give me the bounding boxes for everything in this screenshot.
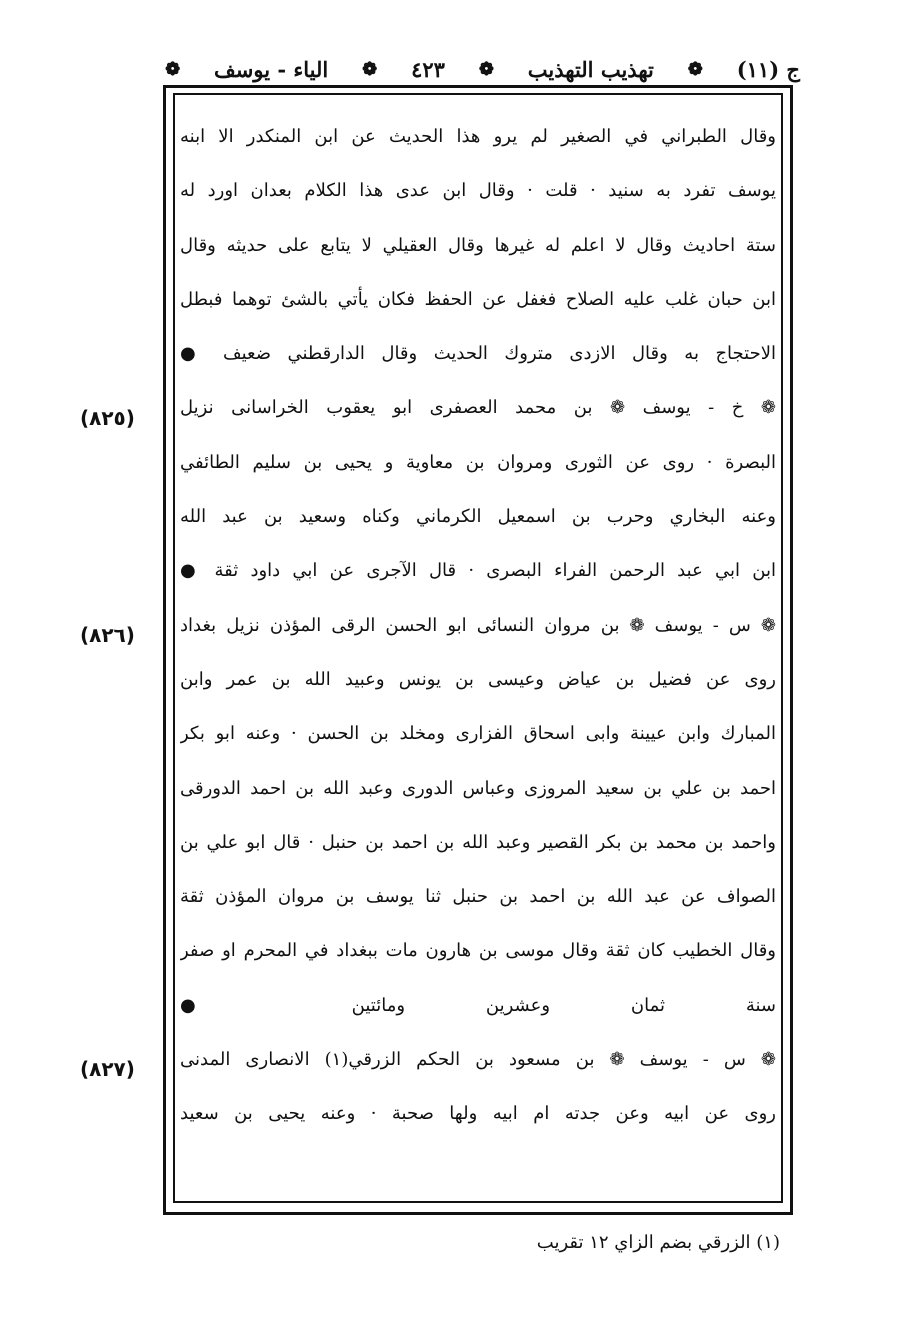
book-title: تهذيب التهذيب: [527, 56, 654, 82]
text-line: روى عن ابيه وعن جدته ام ابيه ولها صحبة · وعنه يحيى بن سعيد: [180, 1103, 776, 1125]
text-line: ❁ س - يوسف ❁ بن مسعود بن الحكم الزرقي(١) الانصارى المدنى: [180, 1049, 776, 1071]
text-line: المبارك وابن عيينة وابى اسحاق الفزارى ومخلد بن الحسن · وعنه ابو بكر: [180, 723, 776, 745]
text-line: ستة احاديث وقال لا اعلم له غيرها وقال العقيلي لا يتابع على حديثه وقال: [180, 234, 776, 256]
text-line: وقال الطبراني في الصغير لم يرو هذا الحديث عن ابن المنكدر الا ابنه: [180, 126, 776, 147]
entry-number: (٨٢٧): [80, 1057, 135, 1081]
entry-number: (٨٢٥): [80, 406, 135, 430]
ornament-icon: ❁: [362, 58, 378, 80]
text-line: البصرة · روى عن الثورى ومروان بن معاوية و يحيى بن سليم الطائفي: [180, 451, 776, 473]
footnote: (١) الزرقي بضم الزاي ١٢ تقريب: [536, 1232, 780, 1253]
text-line: الاحتجاج به وقال الازدى متروك الحديث وقال الدارقطني ضعيف ●: [180, 343, 776, 365]
text-line: ابن ابي عبد الرحمن الفراء البصرى · قال الآجرى عن ابي داود ثقة ●: [180, 560, 776, 582]
text-line: يوسف تفرد به سنيد · قلت · وقال ابن عدى هذا الكلام بعدان اورد له: [180, 180, 776, 202]
ornament-icon: ❁: [687, 58, 703, 80]
text-line: ❁ خ - يوسف ❁ بن محمد العصفرى ابو يعقوب الخراسانى نزيل: [180, 397, 776, 419]
text-line: روى عن فضيل بن عياض وعيسى بن يونس وعبيد الله بن عمر وابن: [180, 668, 776, 690]
text-line: وقال الخطيب كان ثقة وقال موسى بن هارون مات ببغداد في المحرم او صفر: [180, 940, 776, 962]
text-line: ❁ س - يوسف ❁ بن مروان النسائى ابو الحسن الرقى المؤذن نزيل بغداد: [180, 614, 776, 636]
text-line: ابن حبان غلب عليه الصلاح فغفل عن الحفظ فكان يأتي بالشئ توهما فبطل: [180, 288, 776, 310]
running-header: [160, 48, 800, 90]
ornament-icon: ❁: [165, 58, 181, 80]
ornament-icon: ❁: [478, 58, 494, 80]
text-line: واحمد بن محمد بن بكر القصير وعبد الله بن احمد بن حنبل · قال ابو علي بن: [180, 831, 776, 853]
text-line: سنة ثمان وعشرين ومائتين ●: [180, 994, 776, 1016]
volume-label: ج (١١): [736, 56, 800, 82]
text-line: وعنه البخاري وحرب بن اسمعيل الكرماني وكناه وسعيد بن عبد الله: [180, 506, 776, 528]
text-line: احمد بن علي بن سعيد المروزى وعباس الدورى وعبد الله بن احمد الدورقى: [180, 777, 776, 799]
page-number: ٤٢٣: [411, 56, 445, 82]
text-line: الصواف عن عبد الله بن احمد بن حنبل ثنا يوسف بن مروان المؤذن ثقة: [180, 886, 776, 908]
text-body: [180, 110, 776, 1142]
entry-number: (٨٢٦): [80, 623, 135, 647]
section-title: الياء - يوسف: [214, 56, 329, 82]
